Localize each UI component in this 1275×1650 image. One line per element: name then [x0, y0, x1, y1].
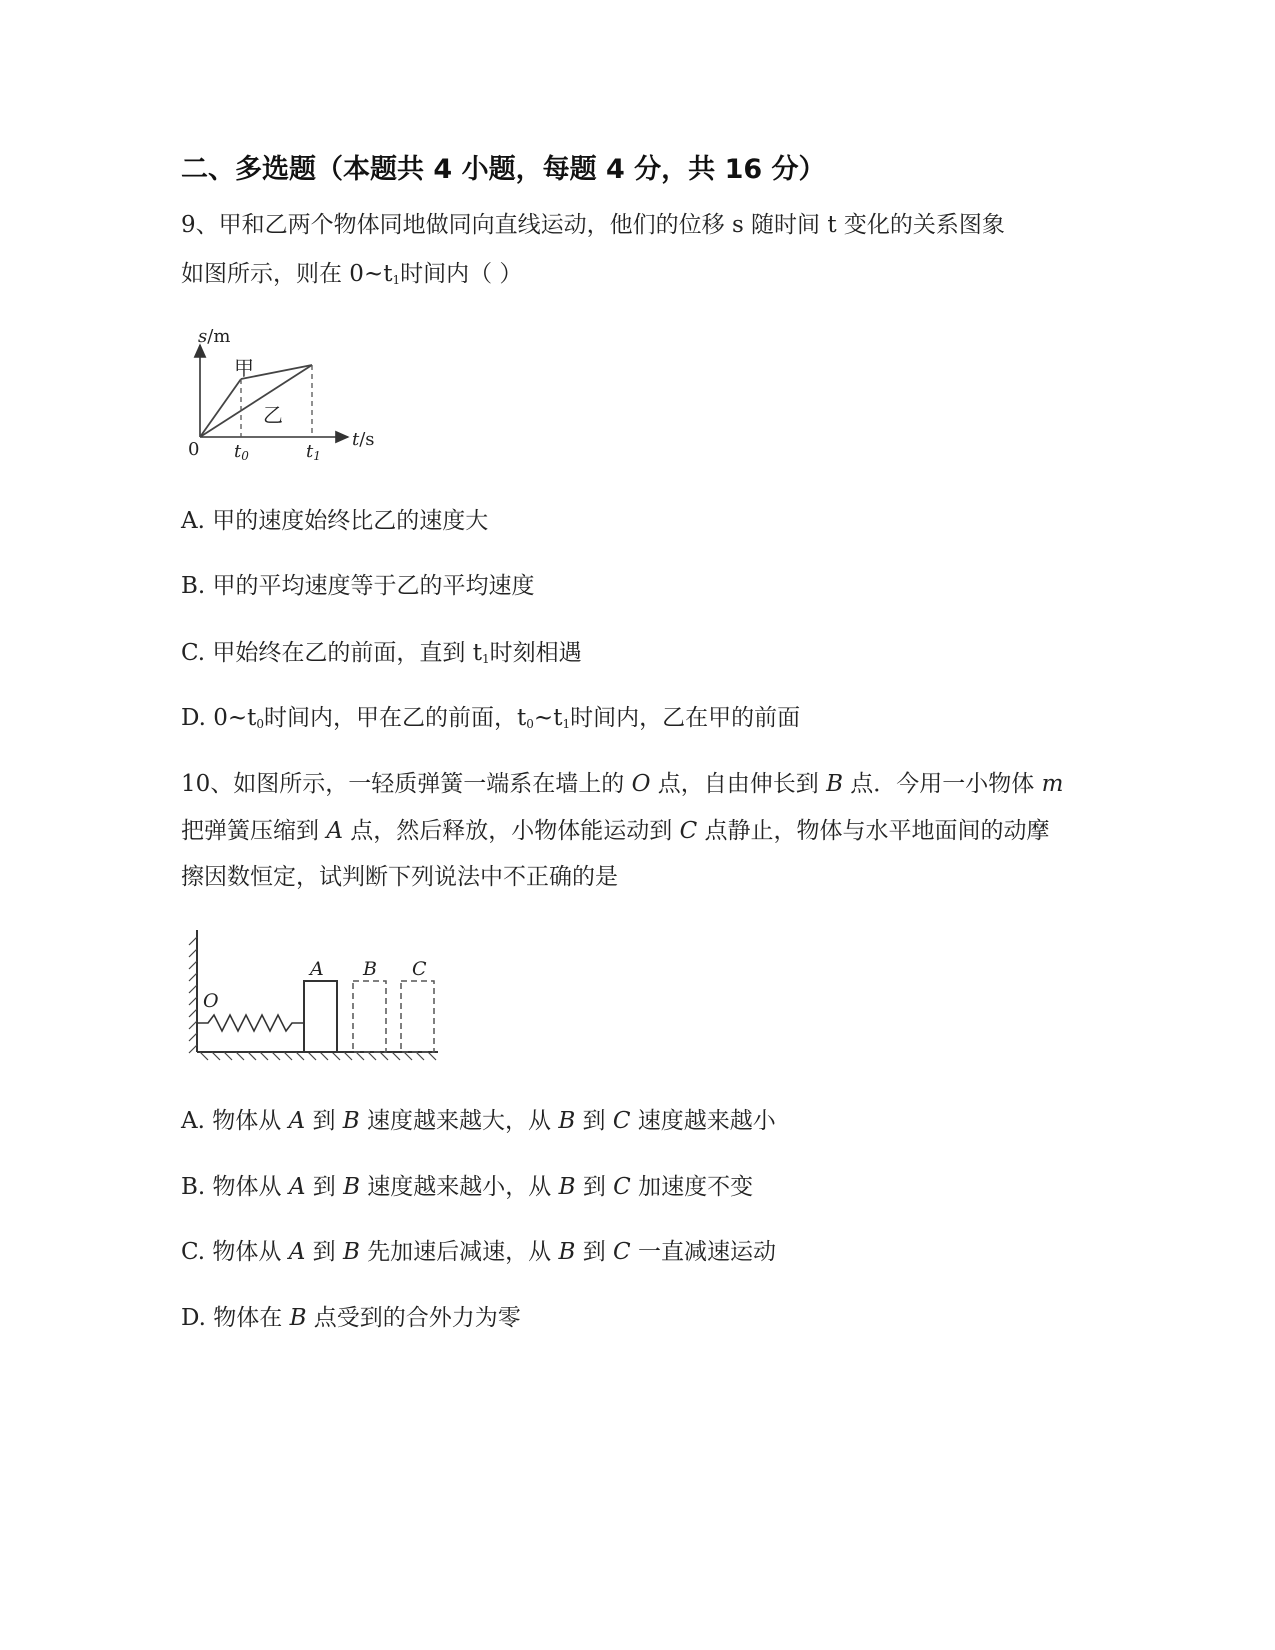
- block-position-b: [353, 981, 386, 1052]
- q9-option-c-sub: 1: [481, 652, 490, 666]
- q10-stem-line3: 擦因数恒定，试判断下列说法中不正确的是: [181, 864, 618, 890]
- q9-option-d-text2: 时间内，甲在乙的前面，t: [264, 705, 527, 731]
- ground-hatching: [200, 1052, 436, 1060]
- section-title: 二、多选题（本题共 4 小题，每题 4 分，共 16 分）: [181, 154, 826, 185]
- opt-text: 一直减速运动: [630, 1239, 776, 1265]
- opt-text: D. 物体在: [181, 1305, 290, 1331]
- opt-text: 速度越来越小: [630, 1108, 776, 1134]
- q9-option-d: [181, 699, 800, 732]
- q9-option-d-text4: 时间内，乙在甲的前面: [570, 705, 801, 731]
- opt-var: A: [288, 1174, 306, 1200]
- q9-stem-text: 如图所示，则在 0~t: [181, 261, 393, 287]
- opt-var: B: [342, 1239, 360, 1265]
- q10-text: 点，然后释放，小物体能运动到: [342, 818, 680, 844]
- t0-label: t0: [234, 441, 249, 463]
- opt-var: B: [289, 1305, 307, 1331]
- jia-label: 甲: [234, 356, 254, 380]
- label-o: O: [203, 990, 219, 1012]
- q10-option-a: [181, 1102, 776, 1135]
- var-A: A: [326, 818, 343, 844]
- y-axis-label: s/m: [198, 326, 231, 347]
- q10-text: 点，自由伸长到: [650, 771, 827, 797]
- jia-line-seg1: [200, 379, 241, 437]
- label-b: B: [363, 958, 377, 980]
- q9-stem-line1: 9、甲和乙两个物体同地做同向直线运动，他们的位移 s 随时间 t 变化的关系图象: [181, 212, 1005, 238]
- q9-option-a: A. 甲的速度始终比乙的速度大: [181, 508, 489, 534]
- q9-stem-text-end: 时间内（ ）: [400, 261, 523, 287]
- opt-var: B: [343, 1174, 360, 1200]
- x-axis-label: t/s: [352, 429, 375, 450]
- q10-text: 点静止，物体与水平地面间的动摩: [697, 818, 1050, 844]
- var-C: C: [679, 818, 698, 844]
- yi-label: 乙: [263, 403, 283, 427]
- t1-label: t1: [306, 441, 321, 463]
- wall-hatching: [189, 937, 197, 1053]
- origin-label: 0: [188, 439, 200, 460]
- q9-st-graph: [180, 315, 390, 465]
- opt-var: C: [613, 1239, 631, 1265]
- opt-text: 到: [575, 1174, 614, 1200]
- opt-text: B. 物体从: [181, 1174, 289, 1200]
- var-B: B: [826, 771, 843, 797]
- q10-text: 点．今用一小物体: [842, 771, 1042, 797]
- block-position-c: [401, 981, 434, 1052]
- q9-stem-line2: [181, 255, 522, 288]
- opt-text: C. 物体从: [181, 1239, 289, 1265]
- q9-option-d-sub3: 1: [562, 717, 571, 731]
- opt-var: B: [558, 1239, 576, 1265]
- label-c: C: [412, 958, 427, 980]
- q10-stem-line2: [181, 812, 1049, 845]
- opt-text: 点受到的合外力为零: [306, 1305, 521, 1331]
- q9-option-b: B. 甲的平均速度等于乙的平均速度: [181, 573, 535, 599]
- q10-spring-diagram: [180, 925, 445, 1065]
- q10-option-c: [181, 1233, 776, 1266]
- opt-text: 速度越来越小，从: [360, 1174, 559, 1200]
- opt-var: C: [612, 1108, 631, 1134]
- opt-var: A: [288, 1239, 306, 1265]
- q9-option-d-text1: D. 0~t: [181, 705, 257, 731]
- var-m: m: [1041, 771, 1064, 797]
- label-a: A: [310, 958, 324, 980]
- opt-var: B: [558, 1108, 576, 1134]
- opt-var: A: [288, 1108, 306, 1134]
- q10-text: 把弹簧压缩到: [181, 818, 327, 844]
- block-at-a: [304, 981, 337, 1052]
- opt-text: 加速度不变: [630, 1174, 754, 1200]
- q9-option-d-sub1: 0: [256, 717, 265, 731]
- q10-option-b: [181, 1168, 753, 1201]
- opt-text: 到: [575, 1239, 614, 1265]
- opt-text: 到: [575, 1108, 613, 1134]
- opt-var: B: [558, 1174, 576, 1200]
- q9-option-d-sub2: 0: [526, 717, 534, 731]
- opt-text: 到: [305, 1174, 344, 1200]
- q9-option-c: [181, 634, 582, 667]
- q10-option-d: [181, 1299, 521, 1332]
- opt-text: 到: [305, 1108, 343, 1134]
- opt-text: 先加速后减速，从: [359, 1239, 559, 1265]
- opt-var: B: [342, 1108, 360, 1134]
- q9-option-c-text-end: 时刻相遇: [489, 640, 582, 666]
- q10-text: 10、如图所示，一轻质弹簧一端系在墙上的: [181, 771, 632, 797]
- q9-option-d-text3: ~t: [533, 705, 563, 731]
- opt-text: 速度越来越大，从: [359, 1108, 559, 1134]
- q9-stem-sub: 1: [392, 273, 401, 287]
- opt-text: A. 物体从: [181, 1108, 289, 1134]
- var-O: O: [631, 771, 651, 797]
- spring: [197, 1015, 304, 1031]
- opt-text: 到: [305, 1239, 343, 1265]
- q9-option-c-text: C. 甲始终在乙的前面，直到 t: [181, 640, 482, 666]
- opt-var: C: [613, 1174, 631, 1200]
- q10-stem-line1: [181, 765, 1063, 798]
